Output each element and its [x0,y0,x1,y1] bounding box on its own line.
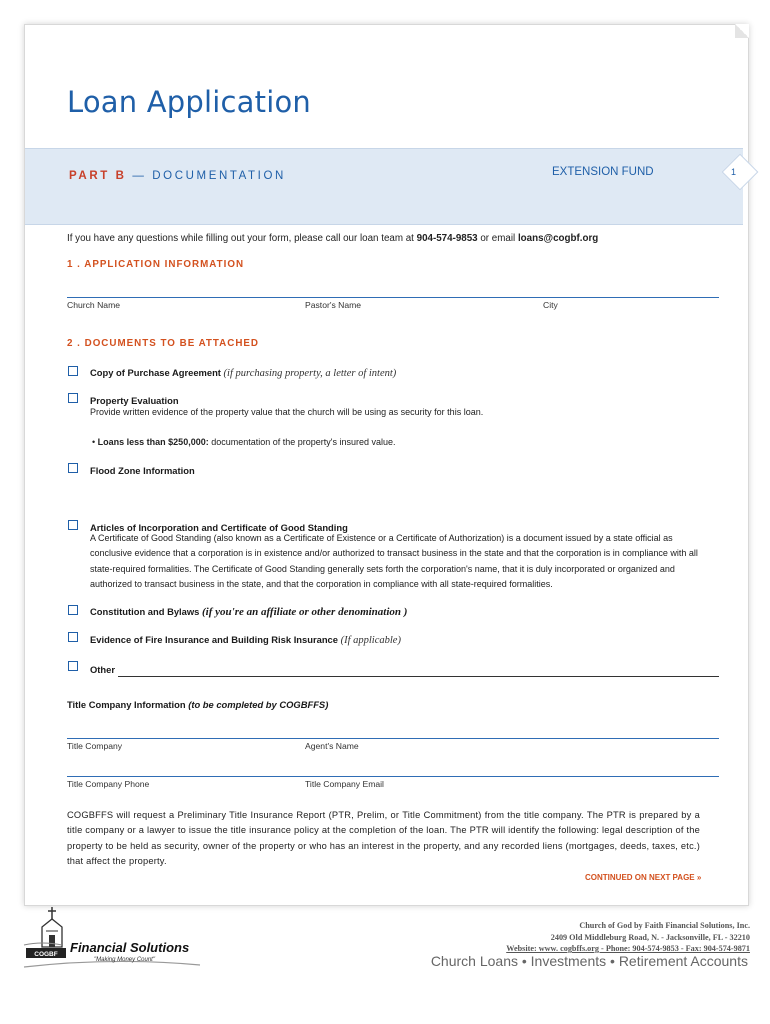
other-input-line[interactable] [118,676,719,677]
constitution-checkbox[interactable] [68,605,78,615]
agent-name-label: Agent's Name [305,741,359,751]
fire-insurance-label: Evidence of Fire Insurance and Building Risk Insurance [90,634,338,645]
title-company-line-2[interactable] [67,776,719,777]
articles-checkbox[interactable] [68,520,78,530]
articles-text: A Certificate of Good Standing (also known as a Certificate of Existence or a Certificate of Authorization) is a document issued by a state official as conclusive evidence that a corporation is in existence and/or authorized to transact business in the state and that the corporation is in compliance with all state-required formalities. The Certificate of Good Standing generally sets forth the corporation's name, that it is duly incorporated or organized and authorized to transact business in the state, and that the corporation in compliance with all state-required formalities. [90,533,698,589]
bullet-text: documentation of the property's insured value. [208,437,396,447]
logo-tagline: "Making Money Count" [94,957,155,963]
band-part-rest: — DOCUMENTATION [126,170,286,182]
bullet-bold: Loans less than $250,000: [97,437,209,447]
band-fund-label: EXTENSION FUND [552,166,654,178]
fire-insurance-title [90,634,401,646]
footer-address: 2409 Old Middleburg Road, N. - Jacksonville, FL - 32210 [550,932,750,942]
purchase-agreement-note: (if purchasing property, a letter of intent) [223,368,397,379]
title-company-note: (to be completed by COGBFFS) [188,699,329,710]
flood-zone-title: Flood Zone Information [90,465,195,476]
page-corner-fold [735,24,749,38]
property-evaluation-checkbox[interactable] [68,393,78,403]
constitution-label: Constitution and Bylaws [90,606,200,617]
purchase-agreement-label: Copy of Purchase Agreement [90,367,221,378]
intro-email: loans@cogbf.org [517,233,599,244]
church-icon [42,907,62,947]
purchase-agreement-checkbox[interactable] [68,366,78,376]
band-part: PART B [69,170,127,182]
application-fields-line[interactable] [67,297,719,298]
fire-insurance-note: (If applicable) [340,635,401,646]
title-company-heading [67,699,328,710]
footer-tagline: Church Loans • Investments • Retirement Accounts [430,953,748,969]
pastor-name-label: Pastor's Name [305,300,362,310]
property-evaluation-text: Provide written evidence of the property value that the church will be using as security for this loan. [90,407,484,417]
logo-abbrev: COGBF [34,951,58,958]
cogbf-logo [22,905,212,973]
property-evaluation-bullet: • Loans less than $250,000: documentation of the property's insured value. [92,437,396,447]
title-company-label: Title Company Information [67,699,186,710]
footer-address-block [506,920,750,955]
intro-mid: or email [477,233,518,244]
title-company-line-1[interactable] [67,738,719,739]
intro-text [67,233,598,244]
intro-phone: 904-574-9853 [416,233,478,244]
logo-text: Financial Solutions [70,940,190,955]
flood-zone-checkbox[interactable] [68,463,78,473]
title-company-name-label: Title Company [67,741,123,751]
page-tab-marker [722,154,759,191]
purchase-agreement-title [90,367,396,379]
section-documents-heading: 2 . DOCUMENTS TO BE ATTACHED [67,338,260,349]
fire-insurance-checkbox[interactable] [68,632,78,642]
footer-org: Church of God by Faith Financial Solutions, Inc. [579,921,750,930]
band-part-label [69,170,286,182]
constitution-title [90,606,407,618]
footer-contact[interactable]: Website: www. cogbffs.org - Phone: 904-574-9853 - Fax: 904-574-9871 [506,944,750,953]
articles-title: Articles of Incorporation and Certificate of Good Standing [90,522,348,533]
section-band [25,148,743,225]
ptr-paragraph: COGBFFS will request a Preliminary Title Insurance Report (PTR, Prelim, or Title Commitment) from the title company. The PTR is prepared by a title company or a lawyer to issue the title insurance policy at the completion of the loan. The PTR will identify the following: legal description of the property to be held as security, owner of the property or who has an interest in the property, and any recorded liens (mortgages, deeds, taxes, etc.) that affect the property. [67,810,700,867]
intro-lead: If you have any questions while filling out your form, please call our loan team at [67,233,417,244]
title-company-email-label: Title Company Email [305,779,384,789]
church-name-label: Church Name [67,300,121,310]
section-application-heading: 1 . APPLICATION INFORMATION [67,259,245,270]
page-number: 1 [731,167,737,177]
other-checkbox[interactable] [68,661,78,671]
continued-next-page: CONTINUED ON NEXT PAGE » [585,873,702,882]
other-title: Other [90,664,116,675]
city-label: City [543,300,558,310]
page-title: Loan Application [67,85,311,119]
constitution-note: (if you're an affiliate or other denomination ) [202,606,408,618]
title-company-phone-label: Title Company Phone [67,779,150,789]
property-evaluation-title: Property Evaluation [90,395,179,406]
